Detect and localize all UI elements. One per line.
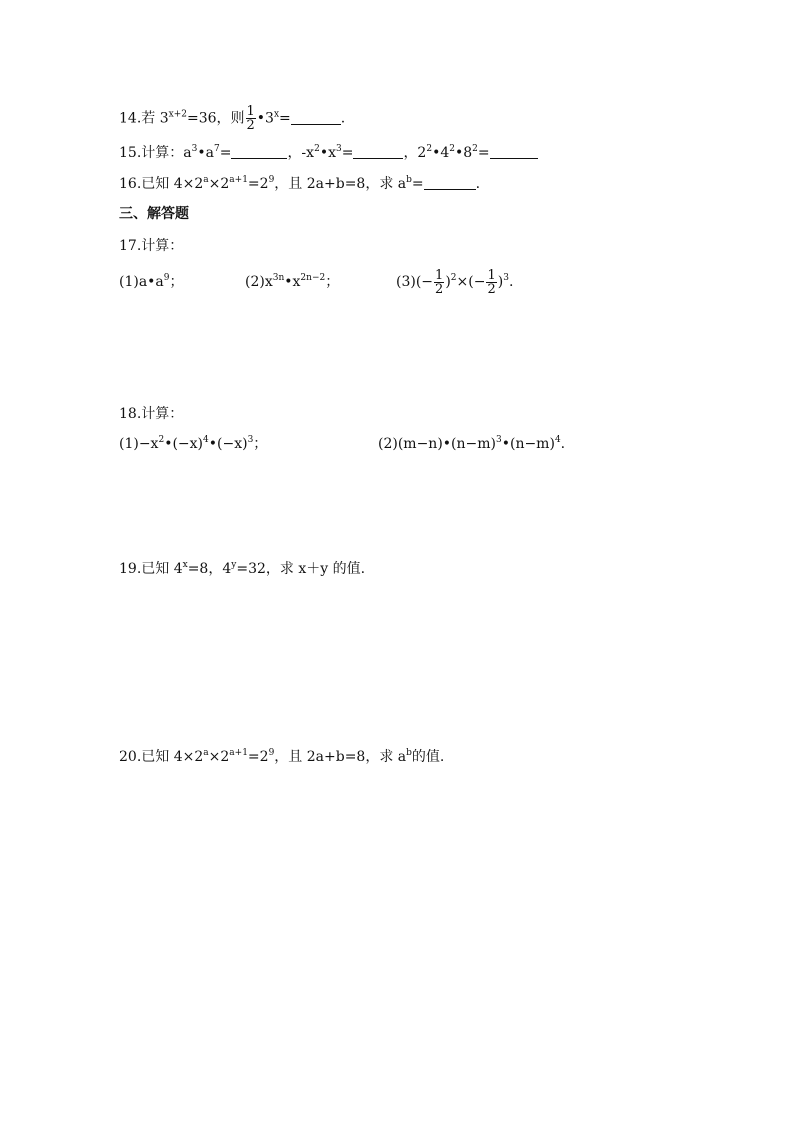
question-19: 19.已知 $4^x=8$，$4^y=32$，求 x＋y 的值. (119, 560, 366, 577)
question-18-title: 18.计算： (119, 406, 184, 422)
fraction-one-half: $\frac{1}{2}$ (435, 267, 444, 297)
question-18-part-2: $(2)(m-n)•(n-m)^3•(n-m)^4$. (378, 435, 566, 452)
fraction-one-half: $\frac{1}{2}$ (246, 104, 255, 133)
question-17-part-1: $(1)a•a^9$； (119, 273, 184, 290)
answer-blank (353, 144, 403, 159)
question-17-title: 17.计算： (119, 238, 184, 254)
question-17-part-2: $(2)x^{3n}•x^{2n-2}$； (245, 273, 340, 290)
answer-blank (490, 144, 538, 159)
question-15: 15.计算：$a^3•a^7=$ ，$-x^2•x^3=$ ，$2^2•4^2•8^2=$ (119, 143, 538, 163)
fraction-one-half: $\frac{1}{2}$ (487, 267, 496, 297)
question-16: 16.已知 $4\times 2^a\times 2^{a+1}=2^9$，且 2a+b=8，求 $a^b=$ . (119, 175, 481, 192)
question-18-part-1: $(1)-x^2•(-x)^4•(-x)^3$； (119, 435, 268, 452)
section-title: 三、解答题 (119, 206, 189, 222)
answer-blank (291, 110, 341, 125)
answer-blank (424, 175, 476, 190)
question-20: 20.已知 $4\times 2^a\times 2^{a+1}=2^9$，且 2a+b=8，求 $a^b$的值. (119, 748, 445, 765)
question-14: 14.若 $3^{x+2}=36$，则 $\frac{1}{2}$ $•3^x=$ . (119, 104, 346, 133)
answer-blank (231, 144, 287, 159)
question-17-part-3: (3)(− $\frac{1}{2}$ )$^2$×(− $\frac{1}{2}$ )$^3$. (396, 267, 514, 297)
